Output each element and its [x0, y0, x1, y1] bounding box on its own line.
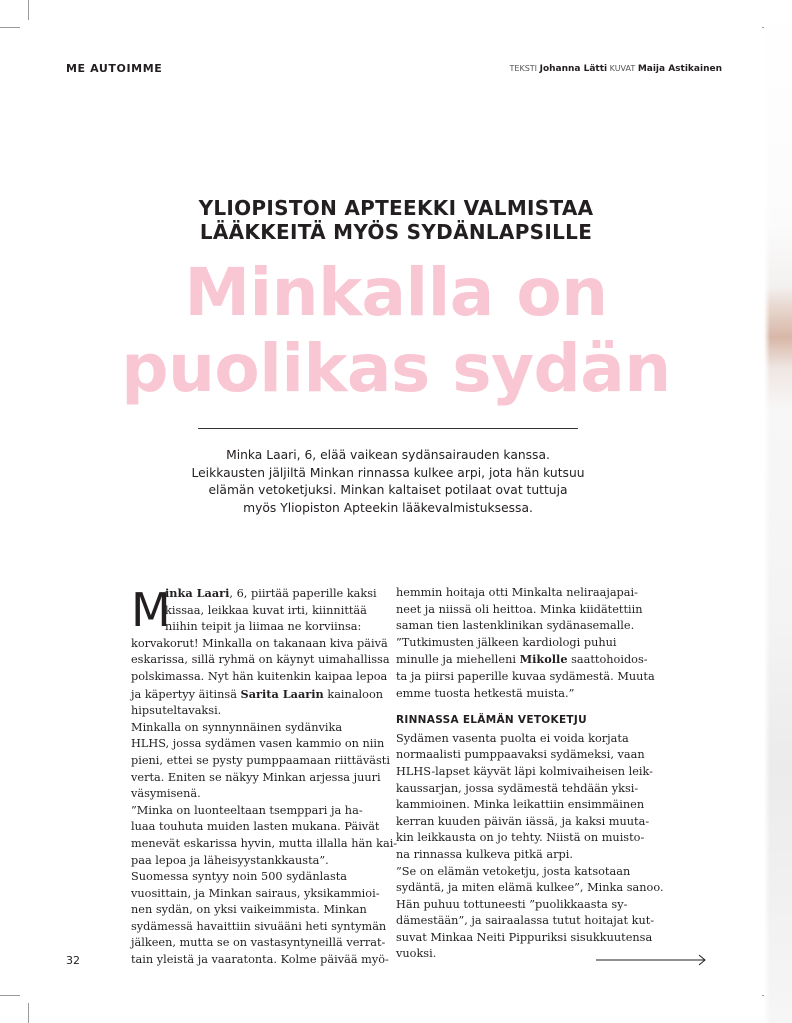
body-line: [396, 651, 686, 669]
kicker-line: LÄÄKKEITÄ MYÖS SYDÄNLAPSILLE: [199, 220, 593, 244]
headline-line: Minkalla on: [184, 254, 608, 331]
body-line: hipsuteltavaksi.: [131, 704, 222, 718]
body-line: polskimassa. Nyt hän kuitenkin kaipaa lepoa: [131, 669, 388, 683]
body-line: Suomessa syntyy noin 500 sydänlasta: [131, 870, 348, 884]
body-line: korvakorut! Minkalla on takanaan kiva päivä: [131, 636, 388, 650]
body-line: kin leikkausta on jo tehty. Niistä on muisto-: [396, 831, 645, 845]
crop-mark: [28, 0, 29, 20]
body-line: kammioinen. Minka leikattiin ensimmäinen: [396, 798, 645, 812]
body-line: sydäntä, ja miten elämä kulkee”, Minka sanoo.: [396, 881, 664, 895]
body-line: saman tien lastenklinikan sydänasemalle.: [396, 619, 635, 633]
article-kicker: [0, 196, 792, 244]
body-line: vuosittain, ja Minkan sairaus, yksikammioi-: [131, 886, 380, 900]
byline-credits: [510, 64, 722, 74]
continue-arrow-icon: [596, 953, 708, 967]
body-line: tain yleistä ja vaaratonta. Kolme päivää myö-: [131, 953, 389, 967]
body-text: minulle ja miehelleni: [396, 653, 520, 667]
body-line: Sydämen vasenta puolta ei voida korjata: [396, 731, 629, 745]
photo-author: Maija Astikainen: [637, 64, 722, 74]
body-line: jälkeen, mutta se on vastasyntyneillä verrat-: [131, 936, 386, 950]
headline-line: puolikas sydän: [121, 330, 671, 407]
page-number: 32: [66, 954, 80, 967]
text-credit-label: TEKSTI: [509, 64, 538, 73]
body-line: na rinnassa kulkeva pitkä arpi.: [396, 847, 573, 861]
section-subheading: RINNASSA ELÄMÄN VETOKETJU: [396, 714, 587, 727]
text-author: Johanna Lätti: [539, 64, 608, 74]
crop-mark: [28, 1003, 29, 1023]
lead-line: Leikkausten jäljiltä Minkan rinnassa kulkee arpi, jota hän kutsuu: [191, 465, 585, 480]
body-line: niihin teipit ja liimaa ne korviinsa:: [165, 620, 362, 634]
body-line: nen sydän, on yksi vaikeimmista. Minkan: [131, 903, 367, 917]
body-line: normaalisti pumppaavaksi sydämeksi, vaan: [396, 748, 645, 762]
body-line: neet ja niissä oli heittoa. Minka kiidätettiin: [396, 602, 643, 616]
body-line: vuoksi.: [396, 947, 437, 961]
body-line: sydämessä havaittiin sivuääni heti syntymän: [131, 919, 387, 933]
body-line: ”Tutkimusten jälkeen kardiologi puhui: [396, 635, 617, 649]
body-line: paa lepoa ja läheisyystankkausta”.: [131, 853, 329, 867]
body-column-1: [131, 585, 421, 969]
body-line: dämestään”, ja sairaalassa tutut hoitajat kut-: [396, 914, 655, 928]
adjacent-page-photo-edge: [764, 0, 792, 1023]
lead-paragraph: [166, 447, 610, 517]
body-line: väsymisenä.: [131, 787, 201, 801]
body-line: ”Se on elämän vetoketju, josta katsotaan: [396, 864, 631, 878]
photo-credit-label: KUVAT: [609, 64, 636, 73]
kicker-line: YLIOPISTON APTEEKKI VALMISTAA: [198, 196, 594, 220]
body-line: kaussarjan, jossa sydämestä tehdään yksi-: [396, 781, 639, 795]
body-line: ”Minka on luonteeltaan tsemppari ja ha-: [131, 803, 363, 817]
body-line: ta ja piirsi paperille kuvaa sydämestä. Muuta: [396, 669, 655, 683]
body-text: ja käpertyy äitinsä: [131, 687, 241, 701]
body-line: [131, 585, 421, 603]
body-line: Minkalla on synnynnäinen sydänvika: [131, 720, 343, 734]
body-text: , 6, piirtää paperille kaksi: [229, 587, 377, 600]
body-column-2: [396, 585, 686, 963]
body-line: luaa touhuta muiden lasten mukana. Päivät: [131, 820, 380, 834]
drop-cap: M: [131, 583, 171, 637]
body-line: kerran kuuden päivän iässä, ja kaksi muuta-: [396, 814, 650, 828]
person-name: Sarita Laarin: [240, 686, 324, 701]
section-label: ME AUTOIMME: [66, 62, 163, 75]
person-name: inka Laari: [165, 586, 230, 600]
article-headline: [0, 255, 792, 407]
body-line: verta. Eniten se näkyy Minkan arjessa juuri: [131, 770, 381, 784]
body-line: suvat Minkaa Neiti Pippuriksi sisukkuutensa: [396, 930, 653, 944]
body-line: Hän puhuu tottuneesti ”puolikkaasta sy-: [396, 897, 628, 911]
crop-mark: [0, 995, 20, 996]
lead-line: Minka Laari, 6, elää vaikean sydänsairauden kanssa.: [226, 448, 550, 462]
divider-rule: [198, 428, 578, 429]
body-text: kainaloon: [323, 687, 384, 701]
lead-line: myös Yliopiston Apteekin lääkevalmistuksessa.: [243, 500, 533, 515]
body-line: kissaa, leikkaa kuvat irti, kiinnittää: [165, 603, 367, 617]
crop-mark: [0, 27, 20, 28]
body-line: menevät eskarissa hyvin, mutta illalla hän kai-: [131, 836, 398, 850]
body-line: hemmin hoitaja otti Minkalta neliraajapai-: [396, 586, 638, 599]
body-line: eskarissa, sillä ryhmä on käynyt uimahallissa: [131, 653, 390, 667]
body-text: saattohoidos-: [567, 653, 648, 667]
body-line: pieni, ettei se pysty pumppaamaan riittävästi: [131, 753, 390, 767]
body-line: HLHS, jossa sydämen vasen kammio on niin: [131, 737, 385, 751]
body-line: HLHS-lapset käyvät läpi kolmivaiheisen leik-: [396, 764, 653, 778]
body-line: emme tuosta hetkestä muista.”: [396, 686, 575, 700]
person-name: Mikolle: [519, 652, 568, 667]
lead-line: elämän vetoketjuksi. Minkan kaltaiset potilaat ovat tuttuja: [208, 483, 568, 497]
body-line: [131, 686, 421, 704]
